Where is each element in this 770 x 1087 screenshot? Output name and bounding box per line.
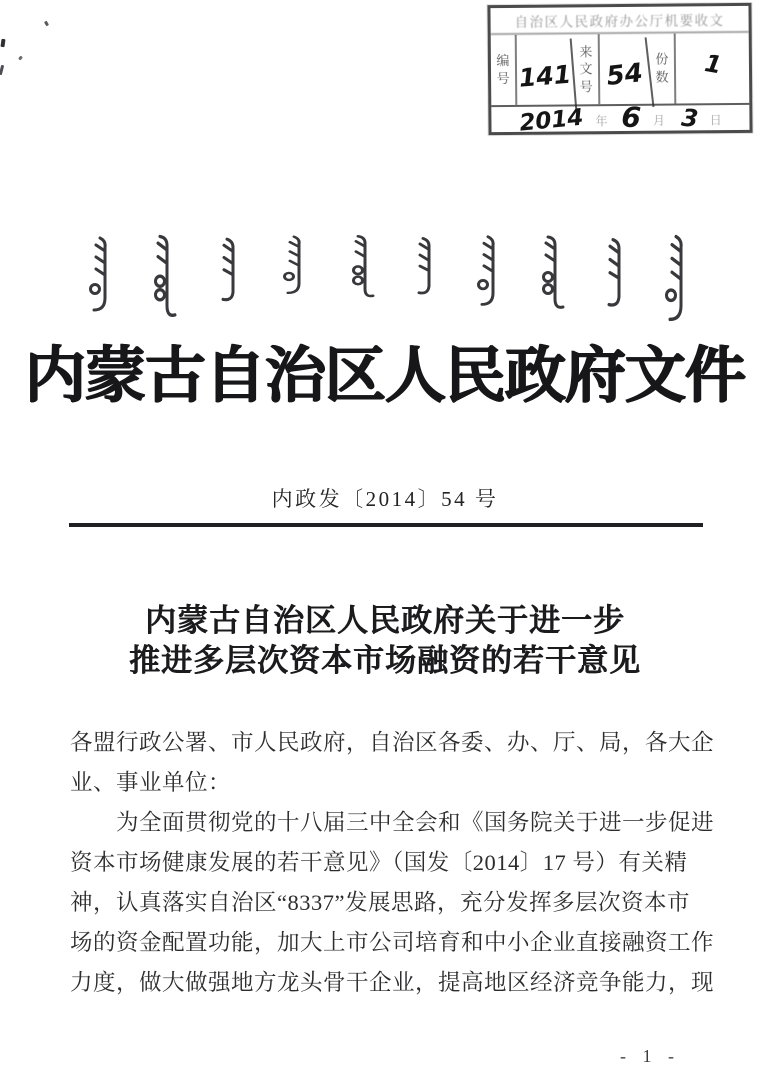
document-title-line-2: 推进多层次资本市场融资的若干意见 (129, 643, 641, 678)
stamp-label-copies: 份数 (650, 34, 677, 104)
stamp-value-copies: 1 (702, 49, 724, 80)
salutation-line: 各盟行政公署、市人民政府，自治区各委、办、厅、局，各大企 (70, 730, 715, 755)
document-reference-number: 内政发〔2014〕54 号 (271, 487, 499, 511)
body-line: 资本市场健康发展的若干意见》（国发〔2014〕17 号）有关精 (70, 850, 688, 875)
stamp-label-incoming-doc-number: 来文号 (574, 34, 601, 104)
body-line: 力度，做大做强地方龙头骨干企业，提高地区经济竞争能力，现 (70, 970, 715, 995)
document-title (0, 601, 770, 681)
body-line: 为全面贯彻党的十八届三中全会和《国务院关于进一步促进 (116, 810, 715, 835)
mongolian-script-title (80, 232, 700, 322)
stamp-value-number: 141 (515, 39, 577, 113)
stamp-date-year: 2014 (518, 104, 585, 137)
letterhead-divider-rule (69, 523, 703, 527)
stamp-value-incoming-doc-number: 54 (597, 37, 655, 112)
intake-stamp (487, 3, 752, 135)
stamp-date-year-label: 年 (595, 114, 608, 129)
stamp-date-month-label: 月 (652, 113, 666, 128)
stamp-date-day-label: 日 (709, 113, 722, 128)
document-title-line-1: 内蒙古自治区人民政府关于进一步 (145, 603, 625, 638)
scan-speck (0, 65, 4, 75)
stamp-label-number: 编号 (491, 35, 518, 105)
letterhead-org-title: 内蒙古自治区人民政府文件 (24, 343, 745, 410)
body-line: 场的资金配置功能，加大上市公司培育和中小企业直接融资工作 (70, 930, 715, 955)
document-body (70, 723, 715, 1003)
stamp-date-day: 3 (679, 103, 699, 134)
stamp-date-month: 6 (620, 100, 642, 135)
body-line: 神，认真落实自治区“8337”发展思路，充分发挥多层次资本市 (70, 890, 690, 915)
stamp-header-text: 自治区人民政府办公厅机要收文 (490, 6, 748, 35)
page-number: - 1 - (620, 1046, 680, 1066)
scan-speck (18, 56, 23, 61)
scan-speck (0, 39, 5, 47)
salutation-line: 业、事业单位： (70, 770, 232, 795)
scan-speck (44, 21, 49, 27)
stamp-field-row (491, 33, 750, 107)
